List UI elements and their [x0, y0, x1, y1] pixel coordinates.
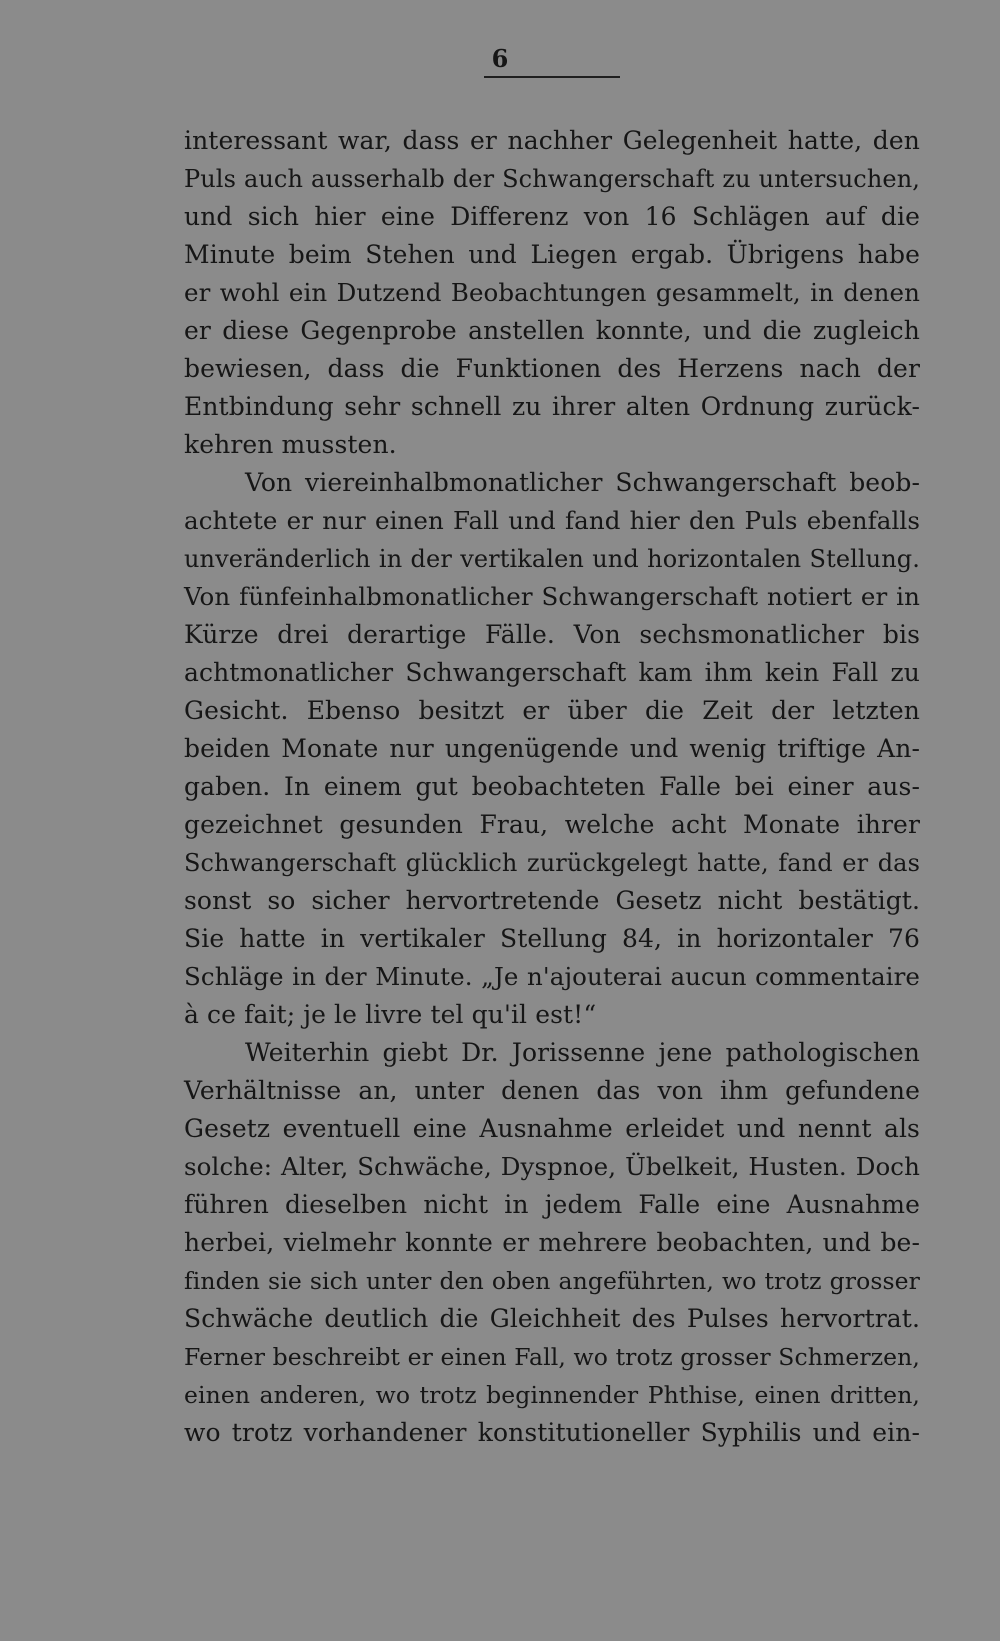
- text-line: à ce fait; je le livre tel qu'il est!“: [184, 1000, 597, 1029]
- text-line: herbei, vielmehr konnte er mehrere beobachten, und be-: [184, 1228, 920, 1257]
- text-line: unveränderlich in der vertikalen und horizontalen Stellung.: [184, 545, 920, 573]
- text-line: achtmonatlicher Schwangerschaft kam ihm kein Fall zu: [184, 658, 920, 687]
- text-line: Sie hatte in vertikaler Stellung 84, in horizontaler 76: [184, 924, 920, 953]
- text-line: führen dieselben nicht in jedem Falle eine Ausnahme: [184, 1190, 920, 1219]
- text-line: Ferner beschreibt er einen Fall, wo trotz grosser Schmerzen,: [184, 1343, 920, 1371]
- text-line: Gesicht. Ebenso besitzt er über die Zeit der letzten: [184, 696, 920, 725]
- text-line: er wohl ein Dutzend Beobachtungen gesammelt, in denen: [184, 278, 920, 307]
- text-line: er diese Gegenprobe anstellen konnte, und die zugleich: [184, 316, 920, 345]
- text-line: solche: Alter, Schwäche, Dyspnoe, Übelkeit, Husten. Doch: [184, 1152, 920, 1181]
- text-line: Weiterhin giebt Dr. Jorissenne jene pathologischen: [245, 1038, 920, 1067]
- text-line: Minute beim Stehen und Liegen ergab. Übrigens habe: [184, 240, 920, 269]
- text-line: gezeichnet gesunden Frau, welche acht Monate ihrer: [184, 810, 920, 839]
- text-line: Von fünfeinhalbmonatlicher Schwangerschaft notiert er in: [184, 582, 920, 611]
- body-text: [184, 122, 920, 1452]
- text-line: Schläge in der Minute. „Je n'ajouterai aucun commentaire: [184, 962, 920, 991]
- text-line: Puls auch ausserhalb der Schwangerschaft zu untersuchen,: [184, 165, 920, 193]
- text-line: und sich hier eine Differenz von 16 Schlägen auf die: [184, 202, 920, 231]
- text-line: kehren mussten.: [184, 430, 397, 459]
- text-line: Gesetz eventuell eine Ausnahme erleidet und nennt als: [184, 1114, 920, 1143]
- text-line: Schwäche deutlich die Gleichheit des Pulses hervortrat.: [184, 1304, 920, 1333]
- header-rule: [484, 76, 620, 78]
- text-line: beiden Monate nur ungenügende und wenig triftige An-: [184, 734, 920, 763]
- text-line: Entbindung sehr schnell zu ihrer alten Ordnung zurück-: [184, 392, 920, 421]
- text-line: finden sie sich unter den oben angeführten, wo trotz grosser: [184, 1267, 920, 1295]
- text-line: gaben. In einem gut beobachteten Falle bei einer aus-: [184, 772, 920, 801]
- text-line: einen anderen, wo trotz beginnender Phthise, einen dritten,: [184, 1381, 920, 1409]
- text-line: wo trotz vorhandener konstitutioneller Syphilis und ein-: [184, 1418, 920, 1447]
- text-line: sonst so sicher hervortretende Gesetz nicht bestätigt.: [184, 886, 920, 915]
- page-number: 6: [491, 44, 509, 73]
- text-line: Kürze drei derartige Fälle. Von sechsmonatlicher bis: [184, 620, 920, 649]
- text-line: bewiesen, dass die Funktionen des Herzens nach der: [184, 354, 920, 383]
- text-line: Von viereinhalbmonatlicher Schwangerschaft beob-: [245, 468, 920, 497]
- text-line: Verhältnisse an, unter denen das von ihm gefundene: [184, 1076, 920, 1105]
- text-line: achtete er nur einen Fall und fand hier den Puls ebenfalls: [184, 506, 920, 535]
- text-line: interessant war, dass er nachher Gelegenheit hatte, den: [184, 126, 920, 155]
- text-line: Schwangerschaft glücklich zurückgelegt hatte, fand er das: [184, 849, 920, 877]
